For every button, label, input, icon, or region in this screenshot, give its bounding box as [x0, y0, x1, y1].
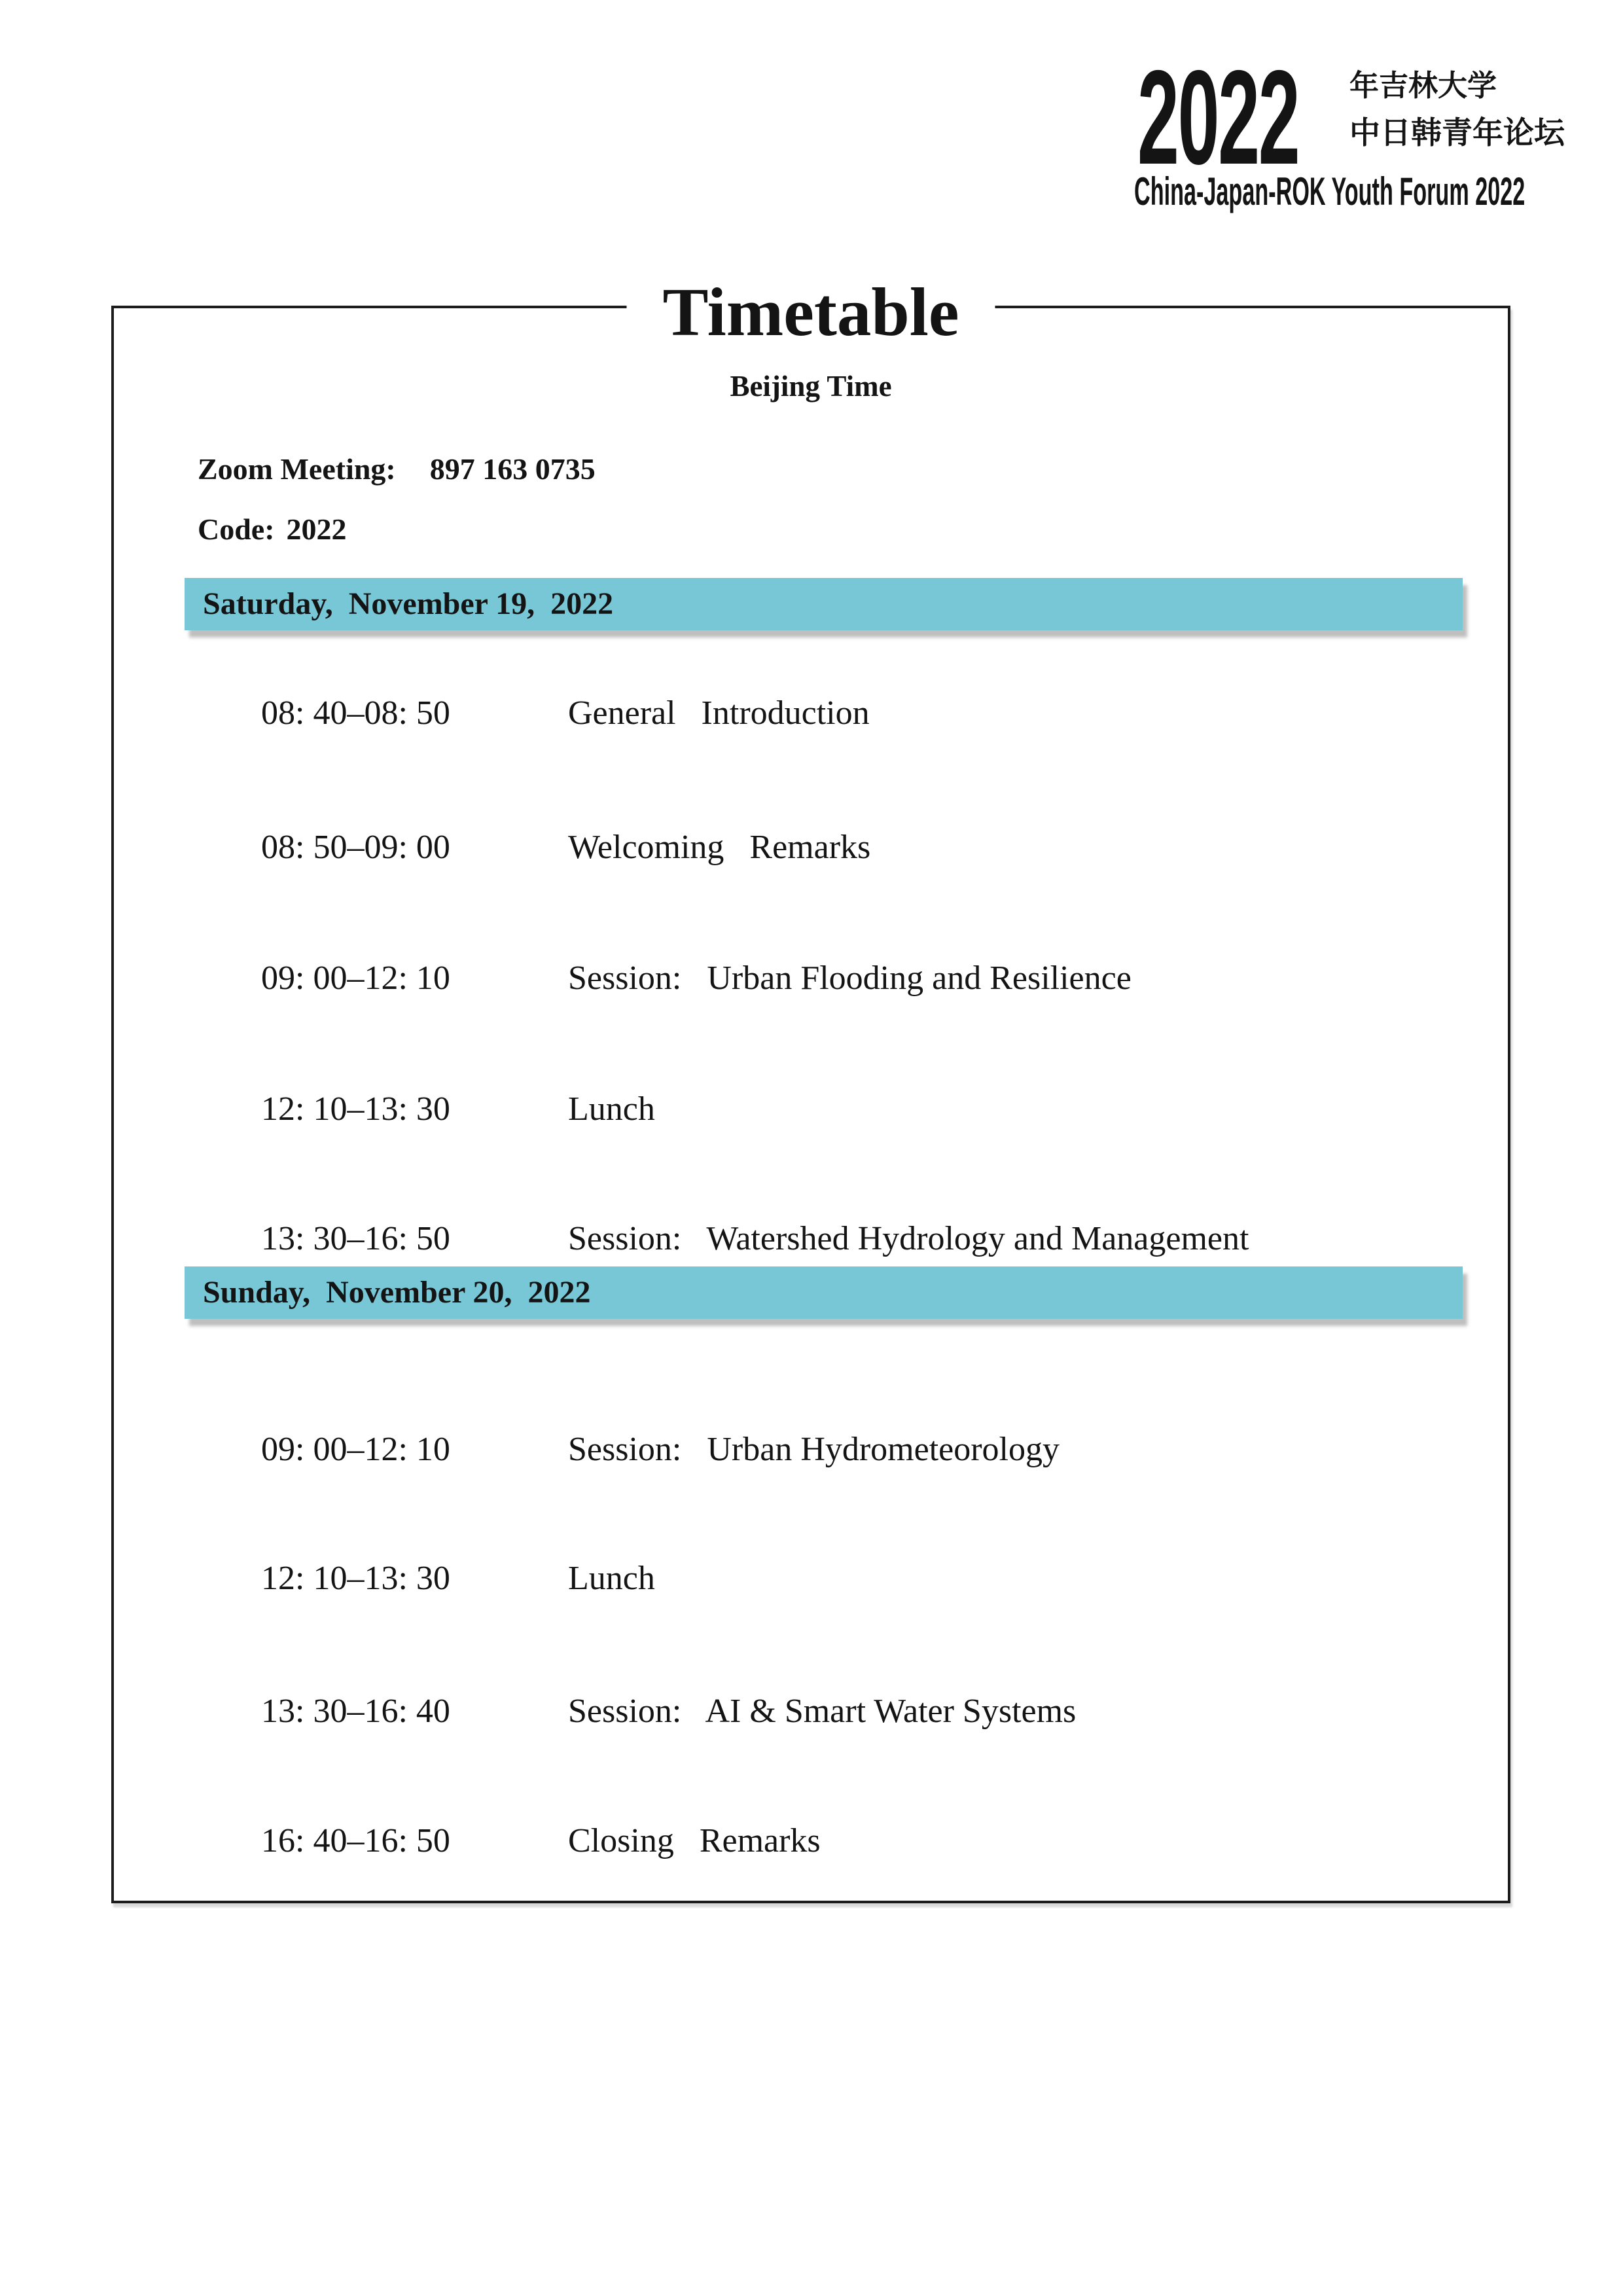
zoom-meeting-label: Zoom Meeting: [198, 452, 396, 486]
day-header-sunday: Sunday, November 20, 2022 [185, 1266, 1463, 1319]
row-time: 09: 00–12: 10 [261, 960, 450, 997]
schedule-row [210, 920, 1132, 1037]
day-header-saturday: Saturday, November 19, 2022 [185, 578, 1463, 630]
zoom-meeting-id: 897 163 0735 [429, 452, 596, 486]
schedule-row [210, 655, 870, 772]
row-time: 16: 40–16: 50 [261, 1822, 450, 1859]
row-time: 13: 30–16: 50 [261, 1220, 450, 1257]
zoom-meeting-line [198, 452, 596, 487]
row-task: Session: AI & Smart Water Systems [568, 1693, 1077, 1730]
row-task: Session: Watershed Hydrology and Management [568, 1220, 1249, 1257]
meeting-code-value: 2022 [286, 512, 347, 546]
logo-chinese-line-2: 中日韩青年论坛 [1349, 115, 1565, 151]
schedule-row [210, 1520, 655, 1638]
row-time: 09: 00–12: 10 [261, 1431, 450, 1468]
schedule-row [210, 1653, 1076, 1770]
schedule-row [210, 1050, 655, 1168]
row-task: Lunch [568, 1090, 655, 1128]
row-time: 12: 10–13: 30 [261, 1560, 450, 1597]
schedule-row [210, 789, 870, 906]
row-task: Lunch [568, 1560, 655, 1597]
row-task: Welcoming Remarks [568, 829, 871, 866]
row-task: General Introduction [568, 694, 870, 732]
row-time: 08: 50–09: 00 [261, 829, 450, 866]
row-task: Session: Urban Flooding and Resilience [568, 960, 1132, 997]
row-time: 12: 10–13: 30 [261, 1090, 450, 1128]
row-time: 13: 30–16: 40 [261, 1693, 450, 1730]
logo-english-line: China-Japan-ROK Youth Forum 2022 [1134, 170, 1525, 213]
logo-year-2022: 2022 [1137, 43, 1299, 192]
row-task: Session: Urban Hydrometeorology [568, 1431, 1060, 1468]
logo-chinese-line-1: 年吉林大学 [1349, 68, 1497, 103]
timetable-frame [111, 274, 1510, 1903]
meeting-code-label: Code: [198, 512, 275, 546]
schedule-row [210, 1782, 821, 1900]
row-time: 08: 40–08: 50 [261, 694, 450, 732]
meeting-code-line [198, 512, 347, 547]
page-title: Timetable [626, 274, 995, 350]
schedule-row [210, 1391, 1060, 1509]
row-task: Closing Remarks [568, 1822, 821, 1859]
timezone-subtitle: Beijing Time [730, 370, 892, 403]
